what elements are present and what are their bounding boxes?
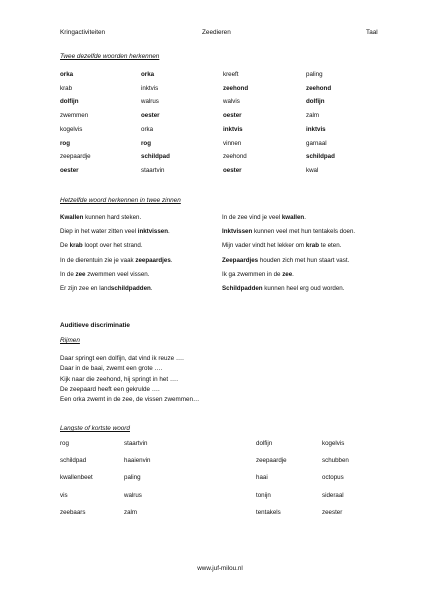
highlighted-word: kwallen xyxy=(281,214,305,221)
word-cell: rog xyxy=(60,139,70,147)
word-cell: kogelvis xyxy=(322,440,345,447)
sentence xyxy=(222,257,349,264)
word-cell: schildpad xyxy=(306,153,335,161)
highlighted-word: Schildpadden xyxy=(222,285,263,292)
word-cell: tentakels xyxy=(256,508,281,516)
word-cell: walvis xyxy=(223,98,240,106)
sentence-text: kunnen heel erg oud worden. xyxy=(262,285,345,292)
sentence xyxy=(222,228,355,235)
sentence xyxy=(222,242,341,249)
sentence xyxy=(222,214,306,221)
sentence-text: In de zee vind je veel xyxy=(222,214,282,221)
word-cell: haai xyxy=(256,474,268,482)
sentence-text: In de xyxy=(60,270,76,278)
sentence xyxy=(222,285,344,292)
word-cell: vis xyxy=(60,491,68,499)
footer-url: www.juf-milou.nl xyxy=(197,565,243,572)
word-cell: krab xyxy=(60,84,73,92)
highlighted-word: zeepaardjes xyxy=(135,256,171,264)
word-cell: orka xyxy=(141,71,155,78)
sentence-text: . xyxy=(170,256,173,264)
sentence xyxy=(60,285,153,292)
word-cell: zwemmen xyxy=(60,112,89,120)
highlighted-word: inktvissen xyxy=(137,228,168,236)
word-cell: zeepaardje xyxy=(60,153,91,161)
word-cell: staartvin xyxy=(141,166,165,174)
rhyme-line: De zeepaard heeft een gekrulde …. xyxy=(60,385,160,393)
sentence-text: te eten. xyxy=(319,242,342,250)
word-cell: orka xyxy=(141,125,154,133)
word-cell: orka xyxy=(60,71,74,78)
sentence-text: kunnen hard steken. xyxy=(83,214,142,221)
word-cell: inktvis xyxy=(306,125,326,133)
word-cell: zeehond xyxy=(223,84,249,92)
highlighted-word: zee xyxy=(75,270,86,278)
section4-title: Langste of kortste woord xyxy=(60,425,130,432)
word-cell: haaienvin xyxy=(124,457,151,465)
highlighted-word: krab xyxy=(69,242,83,250)
section3-subtitle: Rijmen xyxy=(60,337,80,344)
sentence-text: Ik ga zwemmen in de xyxy=(222,270,283,278)
word-cell: zeehond xyxy=(306,84,332,92)
sentence-text: zwemmen veel vissen. xyxy=(85,270,150,278)
rhyme-line: Kijk naar die zeehond, hij springt in het …. xyxy=(60,375,178,383)
word-cell: tonijn xyxy=(256,491,271,499)
sentence-text: . xyxy=(150,285,153,292)
sentence-text: De xyxy=(60,242,70,250)
word-cell: oester xyxy=(223,112,242,120)
header-center: Zeedieren xyxy=(202,29,231,36)
word-cell: zeepaardje xyxy=(256,457,287,465)
word-cell: rog xyxy=(141,139,151,147)
word-cell: schildpad xyxy=(141,153,170,161)
sentence-text: kunnen veel met hun tentakels doen. xyxy=(252,228,356,236)
highlighted-word: Inktvissen xyxy=(222,228,253,236)
word-cell: zalm xyxy=(306,112,320,120)
sentence xyxy=(60,271,149,278)
rhyme-line: Daar springt een dolfijn, dat vind ik reuze …. xyxy=(60,355,184,362)
word-cell: zalm xyxy=(124,508,138,516)
word-cell: oester xyxy=(223,166,242,174)
sentence-text: . xyxy=(304,214,306,221)
word-cell: dolfijn xyxy=(60,98,79,106)
word-cell: kreeft xyxy=(223,71,239,78)
sentence-text: loopt over het strand. xyxy=(82,242,143,250)
word-cell: schildpad xyxy=(60,457,87,465)
sentence-text: Diep in het water zitten veel xyxy=(60,228,138,236)
word-cell: kwallenbeet xyxy=(60,474,93,482)
sentence xyxy=(60,228,170,235)
word-cell: sideraal xyxy=(322,491,344,499)
word-cell: walrus xyxy=(124,491,142,499)
word-cell: paling xyxy=(306,71,323,78)
sentence-text: houden zich met hun staart vast. xyxy=(258,256,350,264)
sentence-text: . xyxy=(168,228,170,236)
rhyme-line: Een orka zwemt in de zee, de vissen zwemmen… xyxy=(60,396,200,404)
highlighted-word: krab xyxy=(305,242,319,250)
word-cell: garnaal xyxy=(306,139,327,147)
word-cell: zeester xyxy=(322,508,343,516)
word-cell: dolfijn xyxy=(256,440,273,447)
sentence xyxy=(60,242,143,249)
word-cell: kwal xyxy=(306,166,319,174)
section3-title: Auditieve discriminatie xyxy=(60,322,130,329)
word-cell: kogelvis xyxy=(60,125,83,133)
sentence xyxy=(60,214,141,221)
sentence-text: In de dierentuin zie je vaak xyxy=(60,256,136,264)
header-left: Kringactiviteiten xyxy=(60,29,106,36)
word-cell: oester xyxy=(141,112,160,120)
highlighted-word: Zeepaardjes xyxy=(222,256,259,264)
word-cell: walrus xyxy=(141,98,159,106)
word-cell: inktvis xyxy=(141,84,159,92)
header-right: Taal xyxy=(366,29,378,36)
sentence-text: Er zijn zee en land xyxy=(60,285,111,292)
word-cell: rog xyxy=(60,440,69,447)
word-cell: paling xyxy=(124,474,141,482)
word-cell: staartvin xyxy=(124,440,148,447)
word-cell: zeehond xyxy=(223,153,247,161)
highlighted-word: schildpadden xyxy=(110,285,151,292)
highlighted-word: zee xyxy=(282,270,293,278)
sentence-text: Mijn vader vindt het lekker om xyxy=(222,242,306,250)
highlighted-word: Kwallen xyxy=(60,214,84,221)
section1-title: Twee dezelfde woorden herkennen xyxy=(60,53,160,60)
rhyme-line: Daar in de baai, zwemt een grote …. xyxy=(60,365,163,373)
word-cell: dolfijn xyxy=(306,98,325,106)
word-cell: octopus xyxy=(322,474,344,482)
word-cell: inktvis xyxy=(223,125,243,133)
word-cell: vinnen xyxy=(223,139,242,147)
sentence xyxy=(60,257,173,264)
section2-title: Hetzelfde woord herkennen in twee zinnen xyxy=(60,197,181,204)
sentence xyxy=(222,271,294,278)
sentence-text: . xyxy=(292,270,294,278)
word-cell: zeebaars xyxy=(60,508,86,516)
word-cell: schubben xyxy=(322,457,349,465)
word-cell: oester xyxy=(60,166,79,174)
